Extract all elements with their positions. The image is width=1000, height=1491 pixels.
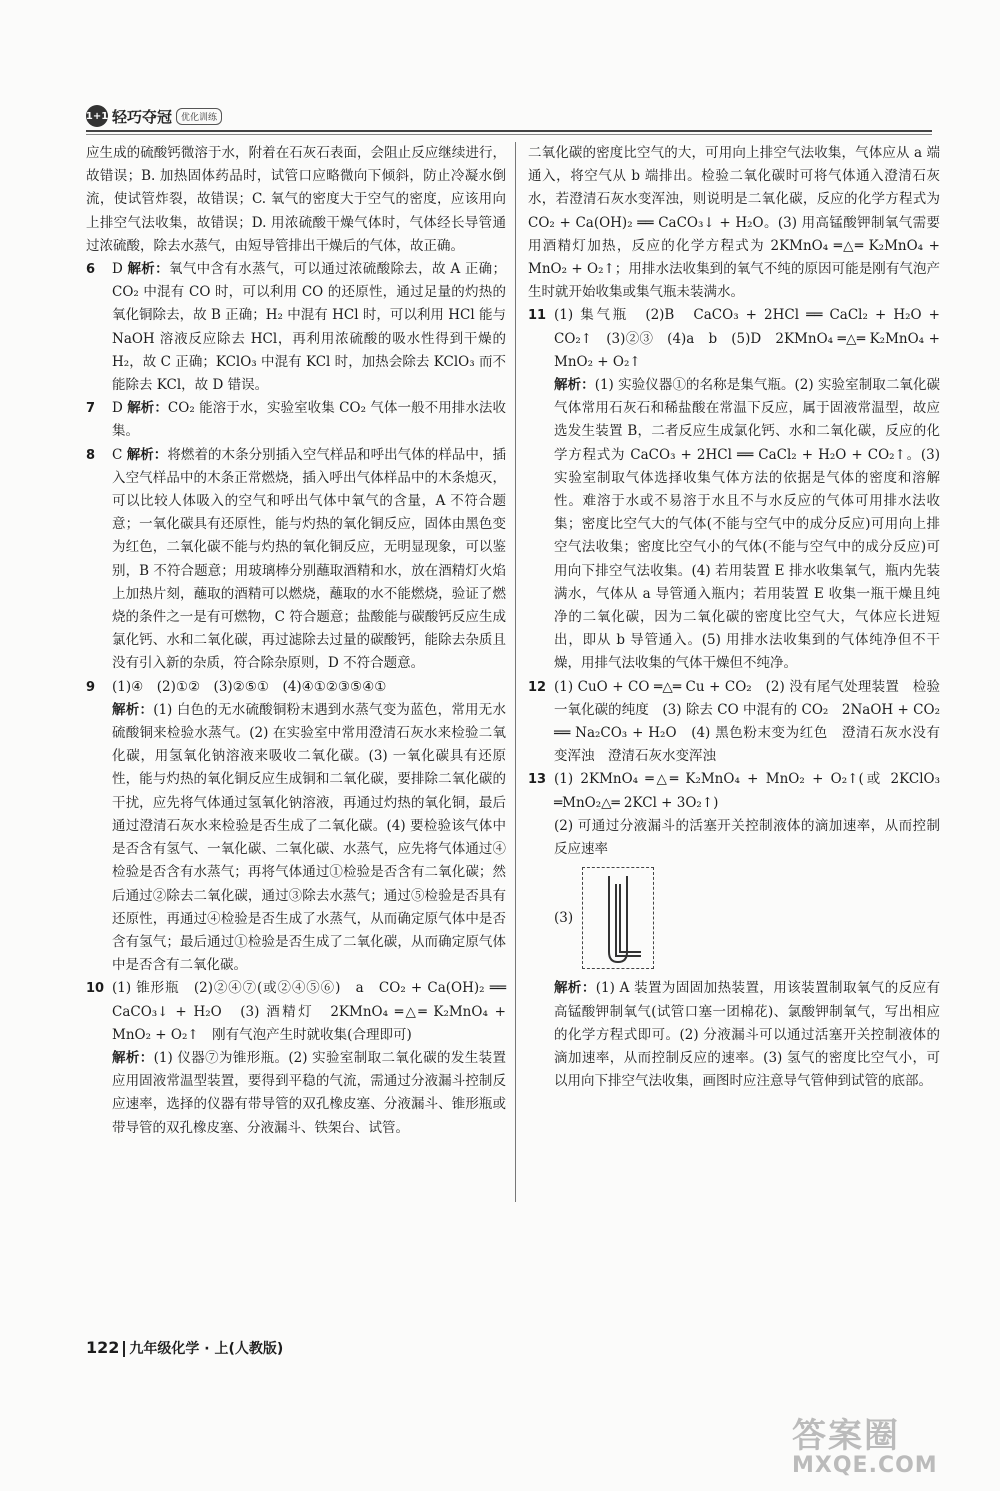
question-number: 6 [86,262,96,278]
analysis-text: (1) 仪器⑦为锥形瓶。(2) 实验室制取二氧化碳的发生装置应用固液常温型装置，要得到平稳的气流，需通过分液漏斗控制反应速率，选择的仪器有带导管的双孔橡皮塞、分液漏斗、锥形瓶或带导管的双孔橡皮塞、分液漏斗、铁架台、试管。 [112,1049,507,1136]
question-8 [86,444,506,676]
answer: (1)④ (2)①② (3)②⑤① (4)④①②③⑤④① [112,678,387,695]
column-divider [515,142,516,1202]
question-10 [86,977,506,1139]
question-9 [86,676,506,978]
header-rule-thin [86,134,932,135]
question-number: 7 [86,401,96,417]
analysis-label: 解析： [126,446,168,463]
analysis-label: 解析： [127,261,169,278]
analysis-label: 解析： [554,377,595,394]
book-title: 九年级化学 · 上(人教版) [129,1341,284,1357]
answer: (1) 集气瓶 (2)B CaCO₃ + 2HCl ══ CaCl₂ + H₂O + CO₂↑ (3)②③ (4)a b (5)D 2KMnO₄ ═△═ K₂MnO₄ + MnO₂ + O₂↑ [554,307,940,370]
header-rule [86,130,932,132]
watermark-url: MXQE.COM [792,1453,938,1478]
logo-text: 轻巧夺冠 [112,107,173,126]
question-number: 10 [86,981,105,997]
analysis-label: 解析： [127,400,168,417]
answer: C [112,446,123,463]
watermark-logo: 答案圈 [792,1416,900,1456]
analysis-label: 解析： [112,1049,154,1066]
logo-mark-icon: 1+1 [86,105,108,127]
answer: (1) 锥形瓶 (2)②④⑦(或②④⑤⑥) a CO₂ + Ca(OH)₂ ══ CaCO₃↓ + H₂O (3) 酒精灯 2KMnO₄ ═△═ K₂MnO₄ + MnO₂ + O₂↑ 刚有气泡产生时就收集(合理即可) [112,980,506,1043]
analysis-label: 解析： [112,701,154,718]
question-number: 12 [528,679,547,695]
page-footer [86,1338,283,1358]
right-column [528,142,940,1093]
answer: (1) CuO + CO ═△═ Cu + CO₂ (2) 没有尾气处理装置 检验一氧化碳的纯度 (3) 除去 CO 中混有的 CO₂ 2NaOH + CO₂ ══ Na₂CO₃ + H₂O (4) 黑色粉末变为红色 澄清石灰水没有变浑浊 澄清石灰水变浑浊 [554,678,940,765]
left-column [86,142,506,1140]
analysis-text: 将燃着的木条分别插入空气样品和呼出气体的样品中，插入空气样品中的木条正常燃烧，插入呼出气体样品中的木条熄灭，可以比较人体吸入的空气和呼出气体中氧气的含量，A 不符合题意；一氧化碳具有还原性，能与灼热的氧化铜反应，固体由黑色变为红色，二氧化碳不能与灼热的氧化铜反应，无明显现象，可以鉴别，B 不符合题意；用玻璃棒分别蘸取酒精和水，放在酒精灯火焰上加热片刻，蘸取的酒精可以燃烧，蘸取的水不能燃烧，验证了燃烧的条件之一是有可燃物，C 符合题意；盐酸能与碳酸钙反应生成氯化钙、水和二氧化碳，再过滤除去过量的碳酸钙，能除去杂质且没有引入新的杂质，符合除杂原则，D 不符合题意。 [112,446,507,672]
analysis-text: (1) 白色的无水硫酸铜粉末遇到水蒸气变为蓝色，常用无水硫酸铜来检验水蒸气。(2) 在实验室中常用澄清石灰水来检验二氧化碳，用氢氧化钠溶液来吸收二氧化碳。(3) 一氧化碳具有还原性，能与灼热的氧化铜反应生成铜和二氧化碳，要排除二氧化碳的干扰，应先将气体通过氢氧化钠溶液，再通过灼热的氧化铜，最后通过澄清石灰水来检验是否生成了二氧化碳。(4) 要检验该气体中是否含有氢气、一氧化碳、二氧化碳、水蒸气，应先将气体通过④检验是否含有水蒸气；再将气体通过①检验是否含有二氧化碳；然后通过②除去二氧化碳，通过③除去水蒸气；通过⑤检验是否具有还原性，再通过④检验是否生成了水蒸气，从而确定原气体中是否含有氢气；最后通过①检验是否生成了二氧化碳，从而确定原气体中是否含有二氧化碳。 [112,701,507,974]
page-number: 122 [86,1338,120,1357]
footer-separator [123,1341,125,1357]
test-tube-icon [583,868,653,968]
answer: (1) 2KMnO₄ ═△═ K₂MnO₄ + MnO₂ + O₂↑(或 2KClO₃ ═MnO₂△═ 2KCl + 3O₂↑) [554,771,940,811]
brand-logo [86,104,222,128]
analysis-text: (1) A 装置为固固加热装置，用该装置制取氧气的反应有高锰酸钾制氧气(试管口塞一团棉花)、氯酸钾制氧气，写出相应的化学方程式即可。(2) 分液漏斗可以通过活塞开关控制液体的滴加速率，从而控制反应的速率。(3) 氢气的密度比空气小，可以用向下排空气法收集，画图时应注意导气管伸到试管的底部。 [554,980,940,1090]
analysis-label: 解析： [554,980,596,997]
continued-text: 应生成的硫酸钙微溶于水，附着在石灰石表面，会阻止反应继续进行，故错误；B. 加热固体药品时，试管口应略微向下倾斜，防止冷凝水倒流，使试管炸裂，故错误；C. 氧气的密度大于空气的密度，应该用向上排空气法收集，故错误；D. 用浓硫酸干燥气体时，气体经长导管通过浓硫酸，除去水蒸气，由短导管排出干燥后的气体，故正确。 [86,145,506,254]
analysis-text: 氧气中含有水蒸气，可以通过浓硫酸除去，故 A 正确；CO₂ 中混有 CO 时，可以利用 CO 的还原性，通过足量的灼热的氧化铜除去，故 B 正确；H₂ 中混有 HCl 时，可以利用 HCl 能与 NaOH 溶液反应除去 HCl，再利用浓硫酸的吸水性得到干燥的 H₂，故 C 正确；KClO₃ 中混有 KCl 时，加热会除去 KClO₃ 而不能除去 KCl，故 D 错误。 [112,261,507,394]
collection-apparatus-diagram [582,867,654,969]
question-number: 11 [528,308,547,324]
analysis-text: (1) 实验仪器①的名称是集气瓶。(2) 实验室制取二氧化碳气体常用石灰石和稀盐酸在常温下反应，属于固液常温型，故应选发生装置 B，二者反应生成氯化钙、水和二氧化碳，反应的化学方程式为 CaCO₃ + 2HCl ══ CaCl₂ + H₂O + CO₂↑。(3) 实验室制取气体选择收集气体方法的依据是气体的密度和溶解性。难溶于水或不易溶于水且不与水反应的气体可用排水法收集；密度比空气大的气体(不能与空气中的成分反应)可用向上排空气法收集；密度比空气小的气体(不能与空气中的成分反应)可用向下排空气法收集。(4) 若用装置 E 排水收集氧气，瓶内先装满水，气体从 a 导管通入瓶内；若用装置 E 收集一瓶干燥且纯净的二氧化碳，因为二氧化碳的密度比空气大，气体应长进短出，即从 b 导管通入。(5) 用排水法收集到的气体纯净但不干燥，用排气法收集的气体干燥但不纯净。 [554,377,941,672]
answer-part-2: (2) 可通过分液漏斗的活塞开关控制液体的滴加速率，从而控制反应速率 [554,817,940,858]
question-number: 13 [528,772,547,788]
answer: D [112,261,123,278]
answer: D [112,400,123,417]
apparatus-figure [554,867,940,969]
question-6 [86,258,506,397]
figure-label: (3) [554,909,574,926]
page-header [86,100,932,140]
watermark [792,1408,972,1478]
question-11 [528,304,940,675]
analysis-text: CO₂ 能溶于水，实验室收集 CO₂ 气体一般不用排水法收集。 [112,400,506,440]
question-number: 8 [86,447,96,463]
continued-analysis-10: 二氧化碳的密度比空气的大，可用向上排空气法收集，气体应从 a 端通入，将空气从 b 端排出。检验二氧化碳时可将气体通入澄清石灰水，若澄清石灰水变浑浊，则说明是二氧化碳，反应的化学方程式为 CO₂ + Ca(OH)₂ ══ CaCO₃↓ + H₂O。(3) 用高锰酸钾制氧气需要用酒精灯加热，反应的化学方程式为 2KMnO₄ ═△═ K₂MnO₄ + MnO₂ + O₂↑；用排水法收集到的氧气不纯的原因可能是刚有气泡产生时就开始收集或集气瓶未装满水。 [528,145,940,301]
logo-subtitle: 优化训练 [176,108,222,125]
question-7 [86,397,506,443]
question-12 [528,676,940,769]
question-number: 9 [86,679,96,695]
question-13 [528,768,940,1093]
